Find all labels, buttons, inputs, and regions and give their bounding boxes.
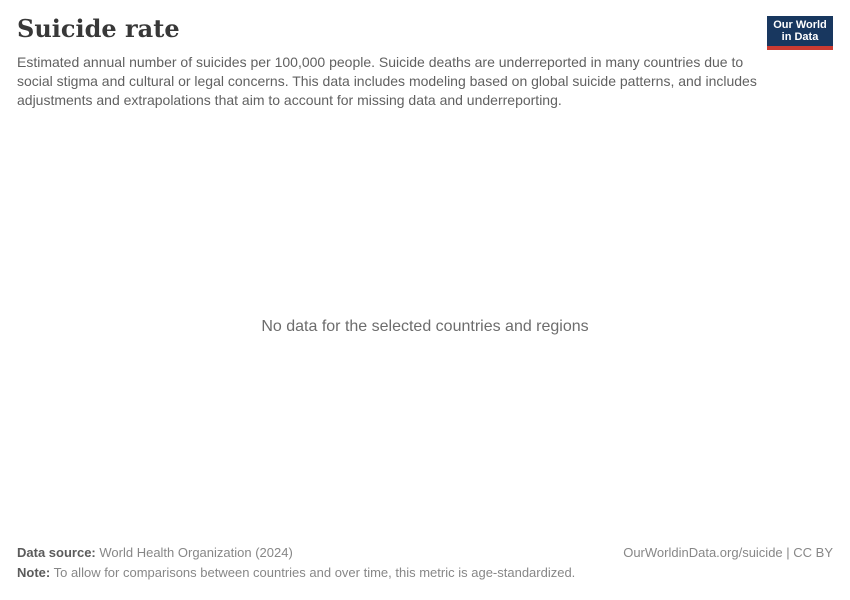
footer-rights-link[interactable]: OurWorldinData.org/suicide | CC BY	[623, 545, 833, 560]
chart-title: Suicide rate	[17, 14, 180, 43]
owid-logo-line1: Our World	[773, 18, 827, 31]
data-source-value: World Health Organization (2024)	[99, 545, 293, 560]
footer-sources	[17, 543, 575, 583]
chart-header	[0, 0, 850, 110]
owid-logo-line2: in Data	[781, 31, 819, 43]
note-line	[17, 563, 575, 583]
data-source-label: Data source:	[17, 545, 96, 560]
note-value: To allow for comparisons between countries and over time, this metric is age-standardized.	[53, 565, 576, 580]
note-label: Note:	[17, 565, 51, 580]
chart-footer	[0, 543, 850, 600]
data-source-line[interactable]	[17, 543, 575, 563]
no-data-message: No data for the selected countries and regions	[261, 317, 589, 335]
chart-plot-area	[0, 110, 850, 543]
chart-subtitle: Estimated annual number of suicides per 100,000 people. Suicide deaths are underreported in many countries due to social stigma and cultural or legal concerns. This data includes modeling based on global suicide patterns, and includes adjustments and extrapolations that aim to account for missing data and underreporting.	[17, 54, 757, 108]
owid-logo[interactable]	[767, 16, 833, 50]
